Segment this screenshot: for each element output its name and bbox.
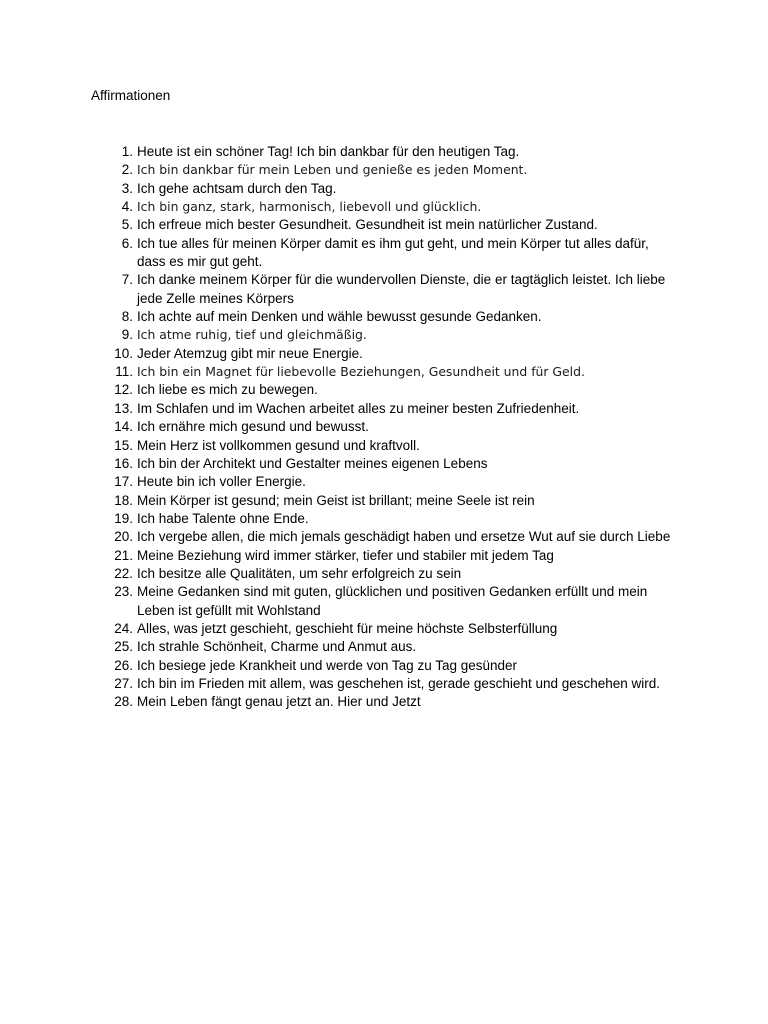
list-item [0,345,768,363]
item-text: Mein Leben fängt genau jetzt an. Hier und Jetzt [137,694,421,710]
item-text: Ich bin ein Magnet für liebevolle Beziehungen, Gesundheit und für Geld. [137,364,585,380]
item-number: 26. [114,657,133,673]
list-item [0,455,768,473]
item-text: Ich atme ruhig, tief und gleichmäßig. [137,327,367,343]
list-item [0,161,768,179]
list-item [0,216,768,234]
list-item [0,693,768,711]
item-number: 12. [114,382,133,398]
list-item [0,583,768,620]
item-number: 3. [121,180,133,196]
item-number: 2. [121,162,133,178]
item-number: 19. [114,510,133,526]
list-item [0,492,768,510]
list-item [0,528,768,546]
list-item [0,510,768,528]
item-number: 11. [115,364,133,380]
item-text: Jeder Atemzug gibt mir neue Energie. [137,345,363,361]
item-text: Ich ernähre mich gesund und bewusst. [137,419,369,435]
item-text: Ich liebe es mich zu bewegen. [137,382,318,398]
list-item [0,308,768,326]
item-text: Ich achte auf mein Denken und wähle bewusst gesunde Gedanken. [137,309,542,325]
item-number: 7. [121,272,133,288]
item-number: 1. [121,144,133,159]
list-item [0,180,768,198]
list-item [0,198,768,216]
item-number: 5. [121,217,133,233]
item-text: Ich strahle Schönheit, Charme und Anmut aus. [137,639,417,655]
item-text: Ich tue alles für meinen Körper damit es ihm gut geht, und mein Körper tut alles dafür, dass es mir gut geht. [137,235,649,270]
item-text: Ich gehe achtsam durch den Tag. [137,180,337,196]
list-item [0,418,768,436]
list-item [0,271,768,308]
list-item [0,675,768,693]
item-number: 4. [121,199,133,215]
item-number: 6. [121,235,133,251]
item-number: 14. [114,419,133,435]
item-number: 10. [114,345,133,361]
item-text: Alles, was jetzt geschieht, geschieht für meine höchste Selbsterfüllung [137,620,558,636]
list-item [0,400,768,418]
item-text: Ich vergebe allen, die mich jemals geschädigt haben und ersetze Wut auf sie durch Liebe [137,529,671,545]
item-text: Meine Gedanken sind mit guten, glücklichen und positiven Gedanken erfüllt und mein Leben ist gefüllt mit Wohlstand [137,584,648,618]
item-number: 21. [114,547,133,563]
item-number: 22. [114,565,133,581]
list-item [0,437,768,455]
item-text: Im Schlafen und im Wachen arbeitet alles zu meiner besten Zufriedenheit. [137,400,580,416]
item-text: Ich bin ganz, stark, harmonisch, liebevoll und glücklich. [137,199,482,215]
item-number: 20. [114,529,133,545]
item-number: 18. [114,492,133,508]
item-text: Heute bin ich voller Energie. [137,474,306,490]
list-item [0,547,768,565]
item-text: Ich bin im Frieden mit allem, was geschehen ist, gerade geschieht und geschehen wird. [137,675,661,691]
list-item [0,143,768,161]
item-text: Ich besitze alle Qualitäten, um sehr erfolgreich zu sein [137,565,462,581]
list-item [0,620,768,638]
item-text: Ich danke meinem Körper für die wundervollen Dienste, die er tagtäglich leistet. Ich liebe jede Zelle meines Körpers [137,272,666,306]
list-item [0,381,768,399]
item-number: 25. [114,639,133,655]
item-number: 16. [114,455,133,471]
list-item [0,473,768,491]
item-text: Mein Herz ist vollkommen gesund und kraftvoll. [137,437,420,453]
item-text: Heute ist ein schöner Tag! Ich bin dankbar für den heutigen Tag. [137,144,520,159]
item-text: Ich habe Talente ohne Ende. [137,510,309,526]
list-item [0,326,768,344]
item-number: 24. [114,620,133,636]
list-item [0,657,768,675]
item-number: 13. [114,400,133,416]
item-text: Meine Beziehung wird immer stärker, tiefer und stabiler mit jedem Tag [137,547,554,563]
item-text: Mein Körper ist gesund; mein Geist ist brillant; meine Seele ist rein [137,492,535,508]
list-item [0,638,768,656]
item-text: Ich erfreue mich bester Gesundheit. Gesundheit ist mein natürlicher Zustand. [137,217,598,233]
item-text: Ich besiege jede Krankheit und werde von Tag zu Tag gesünder [137,657,518,673]
item-number: 17. [114,474,133,490]
item-number: 23. [114,584,133,600]
item-text: Ich bin dankbar für mein Leben und genieße es jeden Moment. [137,162,528,178]
list-item [0,235,768,272]
list-item [0,565,768,583]
item-number: 9. [121,327,133,343]
item-number: 15. [114,437,133,453]
item-number: 28. [114,694,133,710]
affirmation-list [0,143,768,712]
item-text: Ich bin der Architekt und Gestalter meines eigenen Lebens [137,455,488,471]
item-number: 8. [121,309,133,325]
list-item [0,363,768,381]
document-title: Affirmationen [91,88,171,103]
item-number: 27. [114,675,133,691]
